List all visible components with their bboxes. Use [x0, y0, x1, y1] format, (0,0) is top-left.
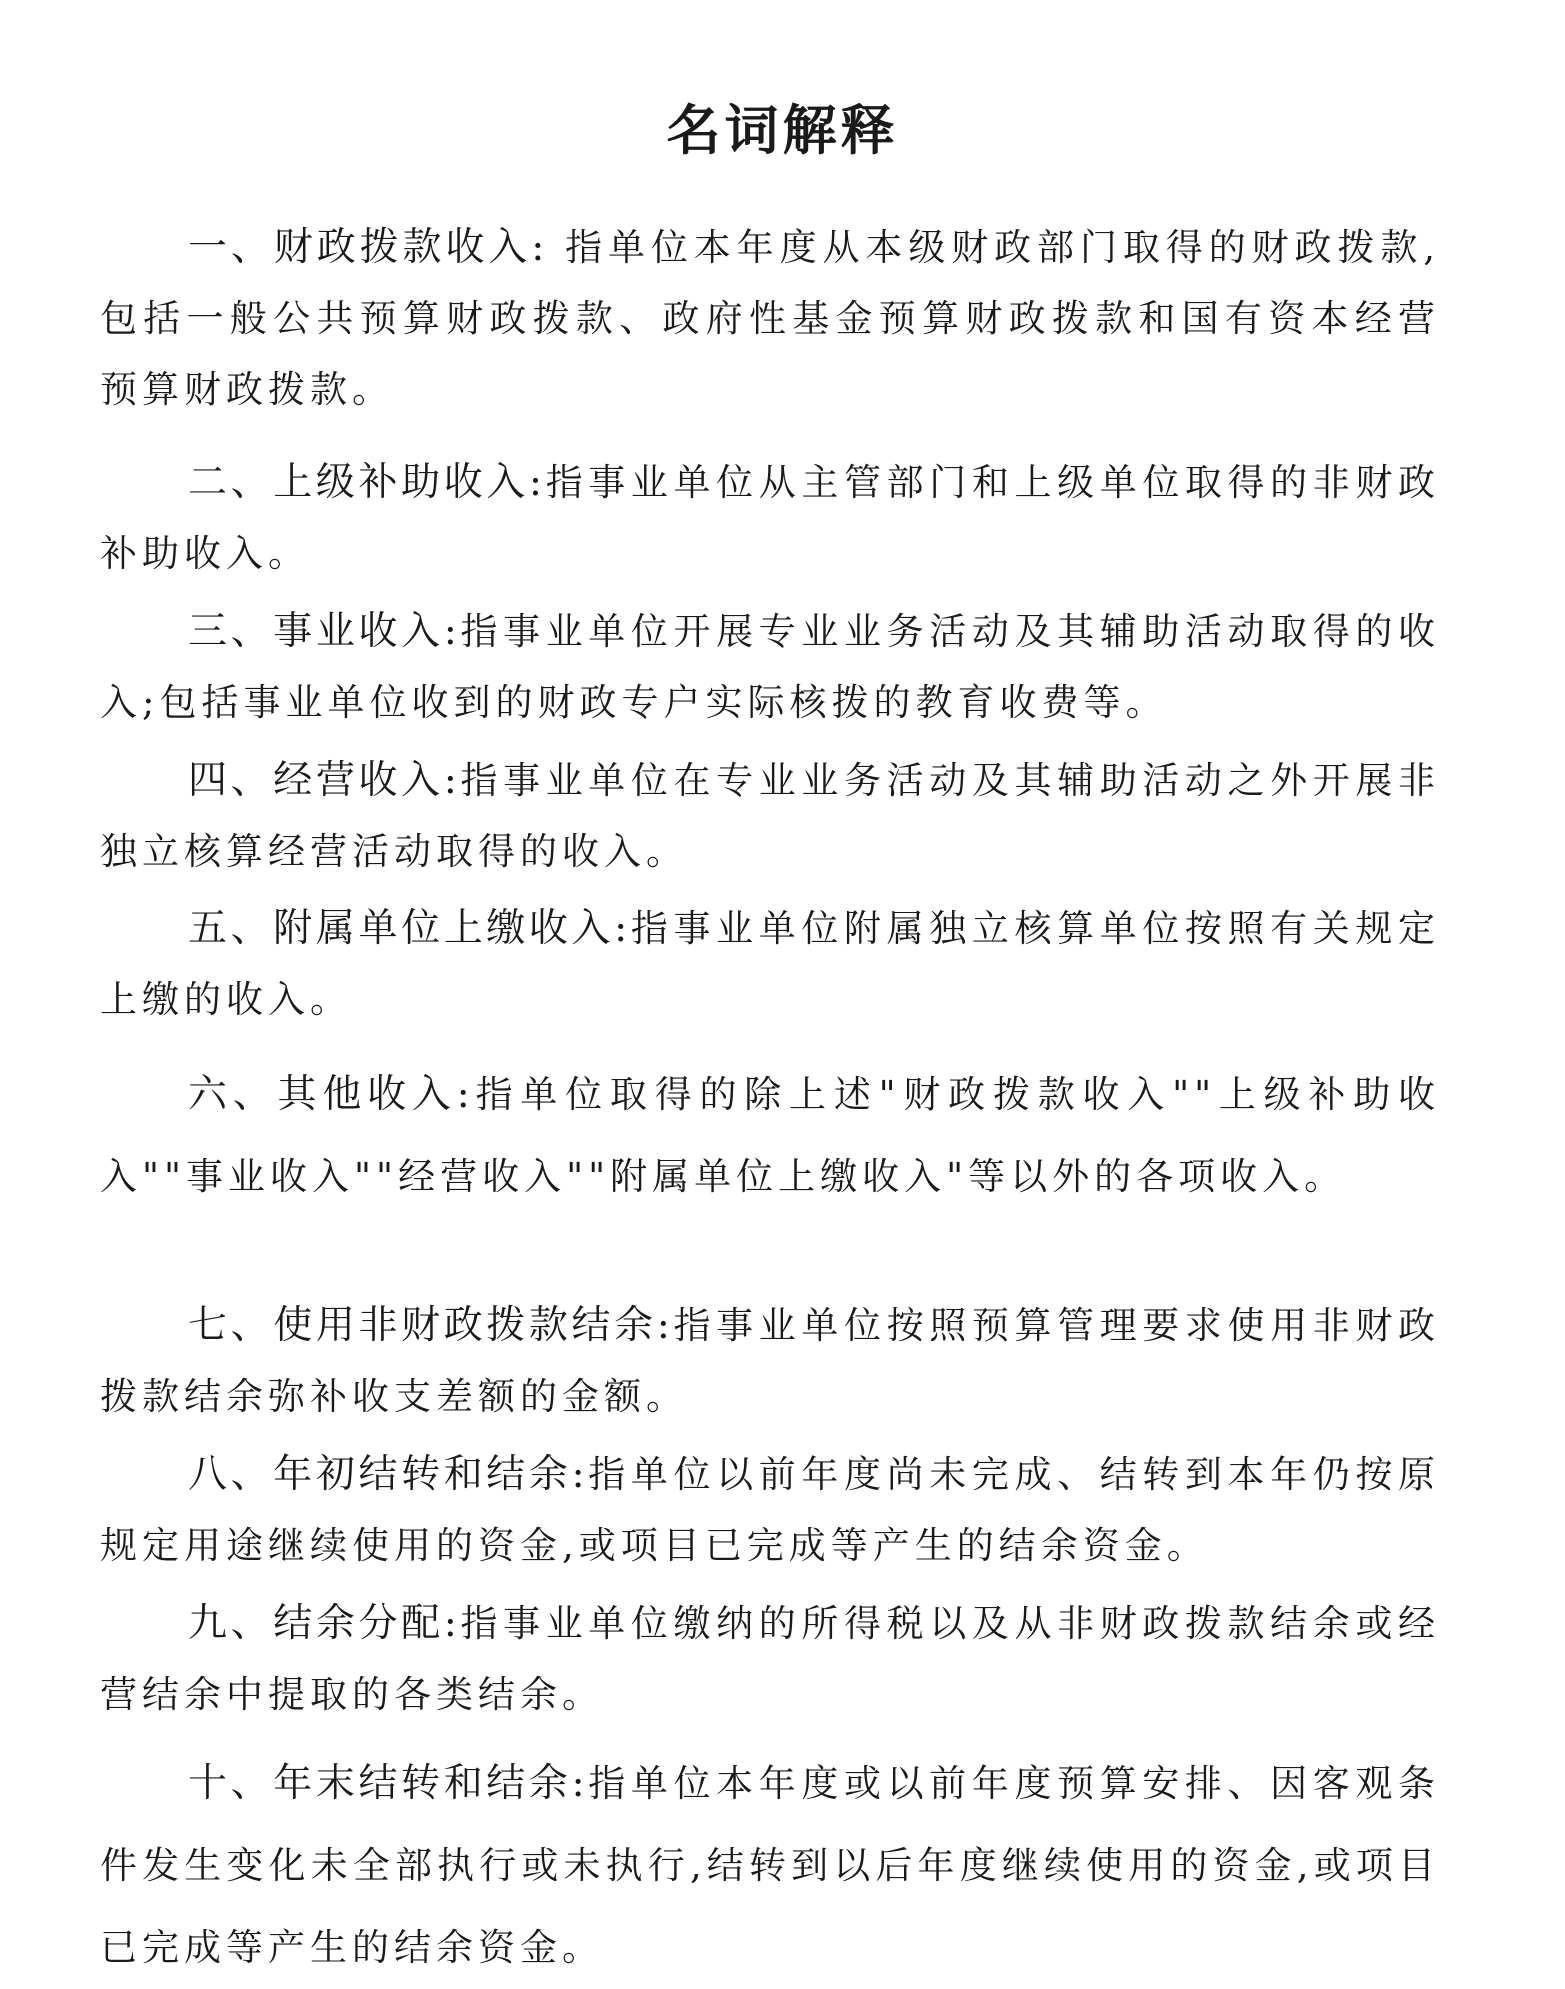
term-definition: 指单位以前年度尚未完成、结转到本年仍按原规定用途继续使用的资金,或项目已完成等产生的结余资金。	[100, 1453, 1441, 1567]
term-heading: 九、结余分配:	[188, 1601, 460, 1646]
term-heading: 四、经营收入:	[188, 758, 460, 803]
term-item-5	[100, 893, 1440, 1035]
term-heading: 七、使用非财政拨款结余:	[188, 1303, 673, 1348]
term-heading: 六、其他收入:	[188, 1072, 473, 1117]
term-item-10	[100, 1743, 1440, 1989]
term-item-4	[100, 745, 1440, 887]
term-definition: 指事业单位附属独立核算单位按照有关规定上缴的收入。	[100, 907, 1441, 1021]
term-heading: 二、上级补助收入:	[188, 460, 546, 505]
term-heading: 十、年末结转和结余:	[188, 1761, 588, 1806]
term-item-8	[100, 1439, 1440, 1581]
page-title: 名词解释	[666, 99, 899, 163]
term-definition: 指单位本年度或以前年度预算安排、因客观条件发生变化未全部执行或未执行,结转到以后年度继续使用的资金,或项目已完成等产生的结余资金。	[100, 1762, 1441, 1969]
term-definition: 指事业单位缴纳的所得税以及从非财政拨款结余或经营结余中提取的各类结余。	[100, 1602, 1441, 1716]
term-item-1	[100, 212, 1440, 425]
term-definition: 指事业单位从主管部门和上级单位取得的非财政补助收入。	[100, 461, 1441, 575]
term-item-2	[100, 447, 1440, 589]
term-heading: 一、财政拨款收入:	[188, 225, 548, 270]
term-heading: 五、附属单位上缴收入:	[188, 906, 631, 951]
term-heading: 三、事业收入:	[188, 609, 460, 654]
term-item-3	[100, 596, 1440, 738]
term-item-7	[100, 1290, 1440, 1432]
term-definition: 指单位本年度从本级财政部门取得的财政拨款,包括一般公共预算财政拨款、政府性基金预算财政拨款和国有资本经营预算财政拨款。	[100, 226, 1440, 411]
term-definition: 指事业单位按照预算管理要求使用非财政拨款结余弥补收支差额的金额。	[100, 1304, 1441, 1418]
term-definition: 指单位取得的除上述"财政拨款收入""上级补助收入""事业收入""经营收入""附属单位上缴收入"等以外的各项收入。	[100, 1073, 1440, 1198]
term-item-9	[100, 1588, 1440, 1730]
term-item-6	[100, 1054, 1440, 1218]
term-heading: 八、年初结转和结余:	[188, 1452, 588, 1497]
term-definition: 指事业单位开展专业业务活动及其辅助活动取得的收入;包括事业单位收到的财政专户实际核拨的教育收费等。	[100, 610, 1441, 724]
term-definition: 指事业单位在专业业务活动及其辅助活动之外开展非独立核算经营活动取得的收入。	[100, 759, 1441, 873]
